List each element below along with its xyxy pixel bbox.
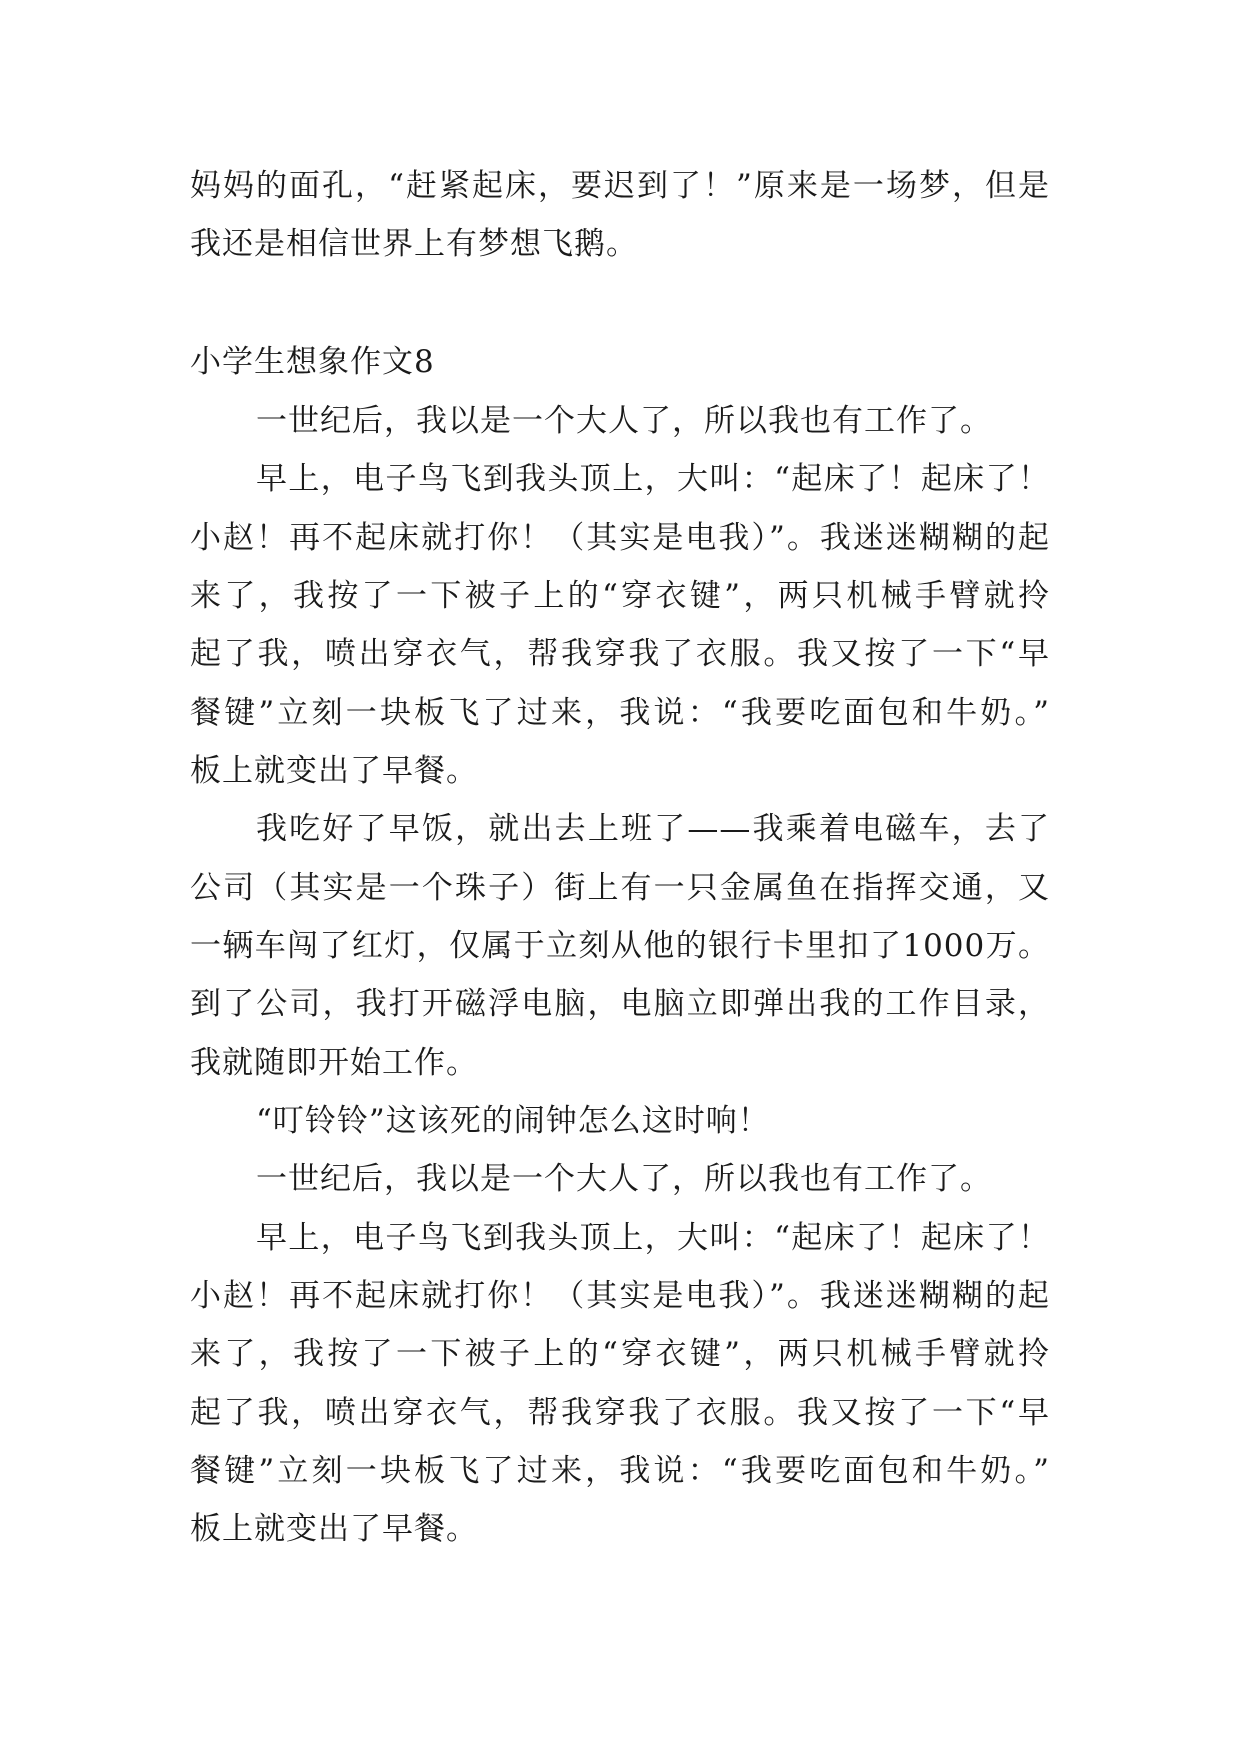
text-line: 小赵！再不起床就打你！（其实是电我）”。我迷迷糊糊的起: [190, 1278, 1050, 1314]
text-line: 来了，我按了一下被子上的“穿衣键”，两只机械手臂就拎: [190, 1336, 1050, 1372]
text-line: 起了我，喷出穿衣气，帮我穿我了衣服。我又按了一下“早: [190, 636, 1050, 672]
text-line: 来了，我按了一下被子上的“穿衣键”，两只机械手臂就拎: [190, 578, 1050, 614]
text-line: 一世纪后，我以是一个大人了，所以我也有工作了。: [256, 1161, 992, 1197]
text-line: 早上，电子鸟飞到我头顶上，大叫：“起床了！起床了！: [256, 1220, 1050, 1256]
text-line: 小赵！再不起床就打你！（其实是电我）”。我迷迷糊糊的起: [190, 520, 1050, 556]
text-line: 妈妈的面孔，“赶紧起床，要迟到了！”原来是一场梦，但是: [190, 168, 1050, 204]
text-line: 餐键”立刻一块板飞了过来，我说：“我要吃面包和牛奶。”: [190, 695, 1050, 731]
section-heading: 小学生想象作文8: [190, 344, 435, 380]
text-line: 板上就变出了早餐。: [190, 1511, 478, 1547]
text-line: 公司（其实是一个珠子）街上有一只金属鱼在指挥交通，又: [190, 870, 1050, 906]
text-line: 早上，电子鸟飞到我头顶上，大叫：“起床了！起床了！: [256, 461, 1050, 497]
text-line: 我就随即开始工作。: [190, 1045, 478, 1081]
text-line: 起了我，喷出穿衣气，帮我穿我了衣服。我又按了一下“早: [190, 1395, 1050, 1431]
text-line: 一世纪后，我以是一个大人了，所以我也有工作了。: [256, 403, 992, 439]
text-line: 板上就变出了早餐。: [190, 753, 478, 789]
text-line: 一辆车闯了红灯，仅属于立刻从他的银行卡里扣了1000万。: [190, 928, 1050, 964]
text-line: 我还是相信世界上有梦想飞鹅。: [190, 226, 638, 262]
text-line: 我吃好了早饭，就出去上班了——我乘着电磁车，去了: [256, 811, 1050, 847]
text-line: “叮铃铃”这该死的闹钟怎么这时响！: [256, 1103, 770, 1139]
text-line: 餐键”立刻一块板飞了过来，我说：“我要吃面包和牛奶。”: [190, 1453, 1050, 1489]
text-line: 到了公司，我打开磁浮电脑，电脑立即弹出我的工作目录，: [190, 986, 1050, 1022]
